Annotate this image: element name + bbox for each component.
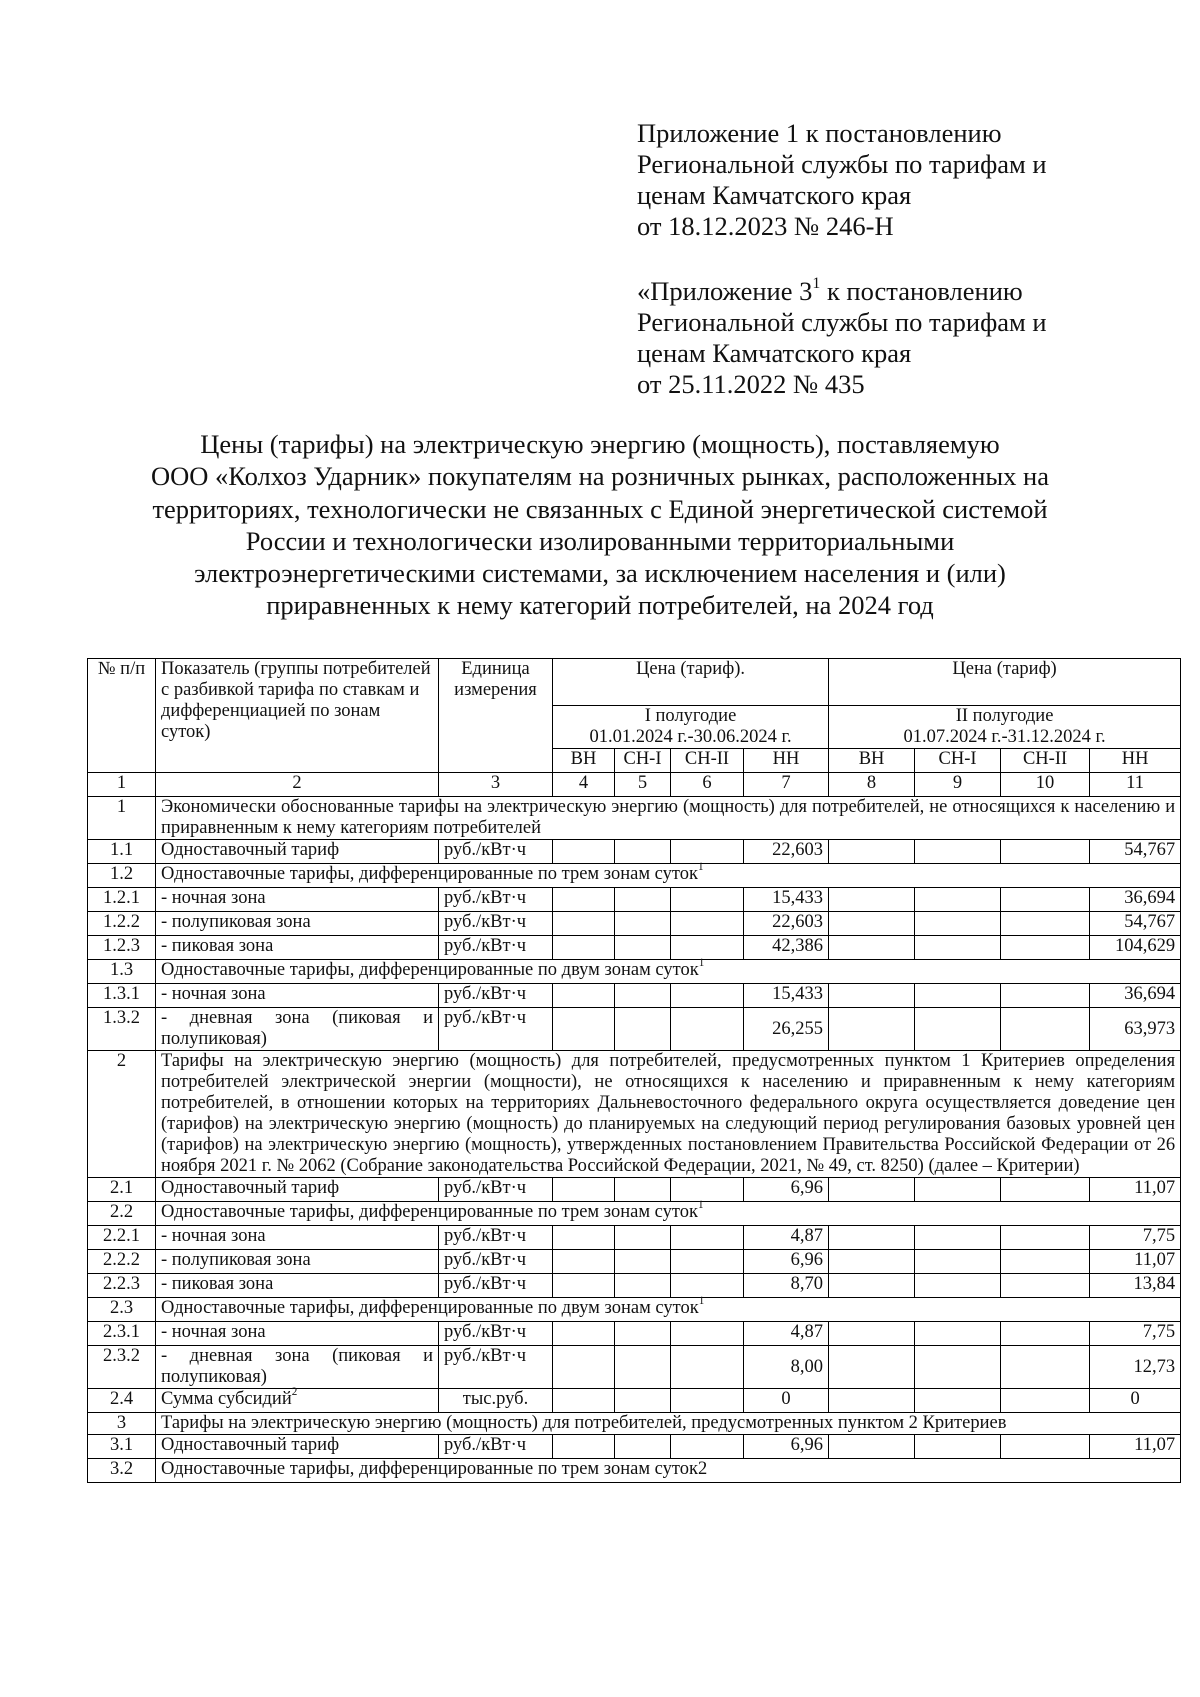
- value-cell: [915, 1322, 1001, 1346]
- row-name: [156, 1295, 1181, 1322]
- value-h2-nn: 63,973: [1090, 1008, 1181, 1051]
- row-name-text: - пиковая зона: [161, 1274, 274, 1294]
- value-h1-nn: 8,00: [744, 1346, 829, 1389]
- table-row: [88, 1250, 1181, 1274]
- table-row: [88, 912, 1181, 936]
- row-name-text: Одноставочный тариф: [161, 1435, 340, 1455]
- value-h1-nn: 6,96: [744, 1250, 829, 1274]
- value-cell: [615, 1322, 671, 1346]
- value-cell: [553, 1435, 615, 1459]
- value-cell: [671, 1250, 744, 1274]
- value-h2-nn: 12,73: [1090, 1346, 1181, 1389]
- row-number: 2.3.2: [88, 1346, 156, 1389]
- row-number: 1.3.2: [88, 1008, 156, 1051]
- footnote-mark: 1: [698, 957, 705, 970]
- value-cell: [829, 1274, 915, 1298]
- header-unit: Единица измерения: [439, 659, 553, 773]
- value-cell: [615, 1274, 671, 1298]
- value-cell: [915, 1008, 1001, 1051]
- period-h1-dates: 01.01.2024 г.-30.06.2024 г.: [589, 727, 792, 747]
- value-cell: [829, 1178, 915, 1202]
- value-cell: [915, 888, 1001, 912]
- row-name: [156, 936, 439, 960]
- value-cell: [829, 1226, 915, 1250]
- row-number: 2.3: [88, 1298, 156, 1322]
- value-cell: [1001, 984, 1090, 1008]
- row-name: [156, 1250, 439, 1274]
- row-number: 2.2: [88, 1202, 156, 1226]
- title-line: России и технологически изолированными территориальными: [245, 525, 955, 556]
- value-cell: [553, 1389, 615, 1413]
- value-cell: [829, 1250, 915, 1274]
- value-cell: [915, 1274, 1001, 1298]
- value-h2-nn: 11,07: [1090, 1435, 1181, 1459]
- row-name-text: Одноставочный тариф: [161, 1178, 340, 1198]
- row-name-text: - полупиковая зона: [161, 1250, 311, 1270]
- value-cell: [915, 1226, 1001, 1250]
- value-cell: [553, 1008, 615, 1051]
- value-cell: [553, 1274, 615, 1298]
- value-cell: [829, 1389, 915, 1413]
- value-cell: [553, 912, 615, 936]
- section-number: 2: [88, 1051, 156, 1178]
- column-number: 11: [1090, 773, 1181, 797]
- value-h1-nn: 26,255: [744, 1008, 829, 1051]
- document-title: [120, 428, 1080, 622]
- value-cell: [671, 1178, 744, 1202]
- row-name: [156, 1226, 439, 1250]
- header-price-h1: Цена (тариф).: [553, 659, 829, 706]
- value-cell: [615, 1008, 671, 1051]
- value-h2-nn: 54,767: [1090, 840, 1181, 864]
- appendix-main-line: от 18.12.2023 № 246-Н: [637, 211, 894, 241]
- row-number: 2.1: [88, 1178, 156, 1202]
- tariff-table: [87, 658, 1181, 1483]
- section-text: Тарифы на электрическую энергию (мощность) для потребителей, предусмотренных пунктом 2 Критериев: [156, 1413, 1181, 1435]
- row-number: 2.4: [88, 1389, 156, 1413]
- header-period-h1: [553, 706, 829, 749]
- value-cell: [829, 1008, 915, 1051]
- row-unit: тыс.руб.: [439, 1389, 553, 1413]
- value-h2-nn: 54,767: [1090, 912, 1181, 936]
- value-cell: [671, 1226, 744, 1250]
- row-number: 2.2.3: [88, 1274, 156, 1298]
- appendix-prev-line: [637, 276, 1157, 307]
- appendix-prev-block: [637, 276, 1157, 400]
- appendix-prev-prefix: «Приложение 3: [637, 276, 813, 306]
- header-nn: НН: [744, 749, 829, 773]
- row-unit: руб./кВт·ч: [439, 1250, 553, 1274]
- appendix-main-line: ценам Камчатского края: [637, 180, 912, 210]
- value-h1-nn: 22,603: [744, 912, 829, 936]
- title-line: территориях, технологически не связанных с Единой энергетической системой: [152, 493, 1048, 524]
- title-line: ООО «Колхоз Ударник» покупателям на розничных рынках, расположенных на: [150, 461, 1050, 492]
- value-cell: [915, 1389, 1001, 1413]
- row-name: [156, 1435, 439, 1459]
- row-unit: руб./кВт·ч: [439, 936, 553, 960]
- value-cell: [1001, 1322, 1090, 1346]
- row-number: 1.1: [88, 840, 156, 864]
- row-unit: руб./кВт·ч: [439, 1274, 553, 1298]
- section-text: Экономически обоснованные тарифы на электрическую энергию (мощность) для потребителей, не относящихся к населению и приравненным к нему категориям потребителей: [156, 797, 1181, 840]
- value-cell: [915, 984, 1001, 1008]
- table-row: [88, 984, 1181, 1008]
- header-nn: НН: [1090, 749, 1181, 773]
- row-name-text: Одноставочные тарифы, дифференцированные по двум зонам суток: [161, 960, 699, 980]
- column-number: 6: [671, 773, 744, 797]
- value-cell: [671, 912, 744, 936]
- row-unit: руб./кВт·ч: [439, 1178, 553, 1202]
- section-number: 3: [88, 1413, 156, 1435]
- header-price-h2: Цена (тариф): [829, 659, 1181, 706]
- column-number: 7: [744, 773, 829, 797]
- appendix-prev-superscript: 1: [812, 274, 821, 292]
- value-cell: [1001, 840, 1090, 864]
- value-cell: [1001, 936, 1090, 960]
- value-cell: [829, 984, 915, 1008]
- value-cell: [615, 912, 671, 936]
- header-num: № п/п: [88, 659, 156, 773]
- row-number: 1.2.2: [88, 912, 156, 936]
- row-number: 1.2.3: [88, 936, 156, 960]
- value-h1-nn: 8,70: [744, 1274, 829, 1298]
- value-cell: [915, 1435, 1001, 1459]
- row-name-text: Сумма субсидий: [161, 1389, 292, 1409]
- row-name: [156, 1199, 1181, 1226]
- row-name: [156, 1274, 439, 1298]
- column-number: 2: [156, 773, 439, 797]
- row-number: 2.2.1: [88, 1226, 156, 1250]
- value-cell: [1001, 1008, 1090, 1051]
- header-period-h2: [829, 706, 1181, 749]
- footnote-mark: 1: [698, 1295, 705, 1308]
- value-cell: [553, 888, 615, 912]
- value-cell: [553, 984, 615, 1008]
- value-cell: [915, 1250, 1001, 1274]
- row-name-text: - ночная зона: [161, 1226, 266, 1246]
- row-unit: руб./кВт·ч: [439, 1322, 553, 1346]
- value-cell: [915, 1178, 1001, 1202]
- row-unit: руб./кВт·ч: [439, 1008, 553, 1051]
- row-name: [156, 1346, 439, 1389]
- row-name-text: Одноставочные тарифы, дифференцированные по трем зонам суток: [161, 864, 698, 884]
- section-row: [88, 1413, 1181, 1435]
- section-row: [88, 797, 1181, 840]
- table-row: [88, 840, 1181, 864]
- row-name: [156, 1386, 439, 1413]
- table-row: [88, 1435, 1181, 1459]
- row-name: [156, 984, 439, 1008]
- column-number: 8: [829, 773, 915, 797]
- row-name-text: Одноставочный тариф: [161, 840, 340, 860]
- value-cell: [615, 1250, 671, 1274]
- value-cell: [671, 1008, 744, 1051]
- column-number-row: [88, 773, 1181, 797]
- value-cell: [671, 840, 744, 864]
- value-cell: [671, 1435, 744, 1459]
- row-number: 2.3.1: [88, 1322, 156, 1346]
- row-name: [156, 912, 439, 936]
- column-number: 9: [915, 773, 1001, 797]
- value-h1-nn: 15,433: [744, 984, 829, 1008]
- value-h2-nn: 0: [1090, 1389, 1181, 1413]
- value-cell: [671, 1389, 744, 1413]
- row-name: [156, 888, 439, 912]
- value-cell: [829, 840, 915, 864]
- value-h2-nn: 36,694: [1090, 984, 1181, 1008]
- footnote-mark: 1: [697, 1199, 704, 1212]
- value-cell: [1001, 912, 1090, 936]
- column-number: 3: [439, 773, 553, 797]
- row-name: [156, 840, 439, 864]
- header-vn: ВН: [553, 749, 615, 773]
- table-row: [88, 1008, 1181, 1051]
- table-row: [88, 960, 1181, 984]
- appendix-main-block: [637, 118, 1157, 242]
- value-cell: [671, 936, 744, 960]
- value-cell: [553, 1346, 615, 1389]
- row-unit: руб./кВт·ч: [439, 840, 553, 864]
- column-number: 1: [88, 773, 156, 797]
- value-cell: [615, 1226, 671, 1250]
- row-name: [156, 861, 1181, 888]
- title-line: приравненных к нему категорий потребителей, на 2024 год: [266, 590, 934, 621]
- section-row: [88, 1051, 1181, 1178]
- table-row: [88, 1178, 1181, 1202]
- value-cell: [1001, 888, 1090, 912]
- footnote-mark: 2: [291, 1386, 298, 1399]
- value-cell: [1001, 1178, 1090, 1202]
- value-cell: [915, 1346, 1001, 1389]
- title-line: электроэнергетическими системами, за исключением населения и (или): [194, 558, 1006, 589]
- value-h2-nn: 7,75: [1090, 1322, 1181, 1346]
- value-cell: [915, 840, 1001, 864]
- value-cell: [671, 888, 744, 912]
- value-cell: [615, 1435, 671, 1459]
- header-vn: ВН: [829, 749, 915, 773]
- value-h2-nn: 104,629: [1090, 936, 1181, 960]
- value-h1-nn: 6,96: [744, 1435, 829, 1459]
- row-name: [156, 957, 1181, 984]
- period-h2-title: II полугодие: [955, 706, 1054, 726]
- value-cell: [553, 840, 615, 864]
- period-h1-title: I полугодие: [644, 706, 737, 726]
- value-cell: [1001, 1250, 1090, 1274]
- appendix-main-line: Приложение 1 к постановлению: [637, 118, 1002, 148]
- value-cell: [615, 840, 671, 864]
- value-h1-nn: 6,96: [744, 1178, 829, 1202]
- value-h2-nn: 11,07: [1090, 1178, 1181, 1202]
- value-cell: [1001, 1389, 1090, 1413]
- value-h1-nn: 22,603: [744, 840, 829, 864]
- row-unit: руб./кВт·ч: [439, 888, 553, 912]
- header-sn1: СН-I: [915, 749, 1001, 773]
- value-cell: [615, 984, 671, 1008]
- row-number: 3.1: [88, 1435, 156, 1459]
- table-row: [88, 1459, 1181, 1483]
- table-row: [88, 1322, 1181, 1346]
- table-row: [88, 936, 1181, 960]
- value-cell: [1001, 1226, 1090, 1250]
- value-cell: [829, 1322, 915, 1346]
- row-name-text: Одноставочные тарифы, дифференцированные по трем зонам суток2: [161, 1459, 708, 1479]
- row-unit: руб./кВт·ч: [439, 1226, 553, 1250]
- value-cell: [829, 888, 915, 912]
- row-name-text: - пиковая зона: [161, 936, 274, 956]
- value-h2-nn: 36,694: [1090, 888, 1181, 912]
- table-row: [88, 888, 1181, 912]
- value-cell: [671, 1274, 744, 1298]
- title-line: Цены (тарифы) на электрическую энергию (мощность), поставляемую: [200, 429, 1000, 459]
- value-cell: [1001, 1346, 1090, 1389]
- value-cell: [553, 936, 615, 960]
- row-name-text: - ночная зона: [161, 984, 266, 1004]
- row-unit: руб./кВт·ч: [439, 1435, 553, 1459]
- column-number: 4: [553, 773, 615, 797]
- row-number: 2.2.2: [88, 1250, 156, 1274]
- value-cell: [1001, 1274, 1090, 1298]
- value-h2-nn: 7,75: [1090, 1226, 1181, 1250]
- row-name: [156, 1459, 1181, 1483]
- row-number: 3.2: [88, 1459, 156, 1483]
- value-cell: [671, 984, 744, 1008]
- row-number: 1.2.1: [88, 888, 156, 912]
- period-h2-dates: 01.07.2024 г.-31.12.2024 г.: [903, 727, 1106, 747]
- table-row: [88, 1226, 1181, 1250]
- column-number: 5: [615, 773, 671, 797]
- header-sn1: СН-I: [615, 749, 671, 773]
- value-cell: [615, 936, 671, 960]
- table-row: [88, 864, 1181, 888]
- value-cell: [1001, 1435, 1090, 1459]
- table-row: [88, 1298, 1181, 1322]
- appendix-prev-line: от 25.11.2022 № 435: [637, 369, 865, 399]
- value-h1-nn: 4,87: [744, 1226, 829, 1250]
- value-h1-nn: 4,87: [744, 1322, 829, 1346]
- value-cell: [553, 1322, 615, 1346]
- table-row: [88, 1274, 1181, 1298]
- row-number: 1.3: [88, 960, 156, 984]
- row-unit: руб./кВт·ч: [439, 912, 553, 936]
- row-name-text: - полупиковая зона: [161, 912, 311, 932]
- value-cell: [553, 1250, 615, 1274]
- header-indicator: Показатель (группы потребителей с разбивкой тарифа по ставкам и дифференциацией по зонам суток): [156, 659, 439, 773]
- appendix-main-line: Региональной службы по тарифам и: [637, 149, 1047, 179]
- value-cell: [829, 1435, 915, 1459]
- section-text: Тарифы на электрическую энергию (мощность) для потребителей, предусмотренных пунктом 1 Критериев определения потребителей электрической энергии (мощности), не относящихся к населению и приравненным к нему категориям потребителей, в отношении которых на территориях Дальневосточного федерального округа осуществляется доведение цен (тарифов) на электрическую энергию (мощность) до планируемых на следующий период регулирования базовых уровней цен (тарифов) на электрическую энергию (мощность), утвержденных постановлением Правительства Российской Федерации от 26 ноября 2021 г. № 2062 (Собрание законодательства Российской Федерации, 2021, № 49, ст. 8250) (далее – Критерии): [156, 1051, 1181, 1178]
- row-name: [156, 1008, 439, 1051]
- section-number: 1: [88, 797, 156, 840]
- value-cell: [615, 1346, 671, 1389]
- row-name: [156, 1178, 439, 1202]
- value-cell: [829, 936, 915, 960]
- value-cell: [915, 936, 1001, 960]
- value-cell: [915, 912, 1001, 936]
- value-cell: [615, 1389, 671, 1413]
- table-row: [88, 1346, 1181, 1389]
- value-cell: [829, 1346, 915, 1389]
- value-h1-nn: 0: [744, 1389, 829, 1413]
- value-h2-nn: 13,84: [1090, 1274, 1181, 1298]
- row-number: 1.2: [88, 864, 156, 888]
- value-cell: [829, 912, 915, 936]
- footnote-mark: 1: [697, 861, 704, 874]
- column-number: 10: [1001, 773, 1090, 797]
- row-unit: руб./кВт·ч: [439, 1346, 553, 1389]
- value-h1-nn: 42,386: [744, 936, 829, 960]
- row-name-text: Одноставочные тарифы, дифференцированные по трем зонам суток: [161, 1202, 698, 1222]
- header-sn2: СН-II: [1001, 749, 1090, 773]
- appendix-prev-line: ценам Камчатского края: [637, 338, 912, 368]
- row-name-text: Одноставочные тарифы, дифференцированные по двум зонам суток: [161, 1298, 699, 1318]
- row-unit: руб./кВт·ч: [439, 984, 553, 1008]
- row-name-text: - дневная зона (пиковая и полупиковая): [161, 1346, 433, 1387]
- value-cell: [671, 1322, 744, 1346]
- table-row: [88, 1389, 1181, 1413]
- value-h1-nn: 15,433: [744, 888, 829, 912]
- value-cell: [553, 1178, 615, 1202]
- appendix-prev-suffix: к постановлению: [820, 276, 1023, 306]
- value-cell: [615, 1178, 671, 1202]
- row-number: 1.3.1: [88, 984, 156, 1008]
- row-name: [156, 1322, 439, 1346]
- value-cell: [553, 1226, 615, 1250]
- value-h2-nn: 11,07: [1090, 1250, 1181, 1274]
- row-name-text: - дневная зона (пиковая и полупиковая): [161, 1008, 433, 1049]
- header-sn2: СН-II: [671, 749, 744, 773]
- row-name-text: - ночная зона: [161, 1322, 266, 1342]
- value-cell: [671, 1346, 744, 1389]
- value-cell: [615, 888, 671, 912]
- appendix-prev-line: Региональной службы по тарифам и: [637, 307, 1047, 337]
- table-row: [88, 1202, 1181, 1226]
- row-name-text: - ночная зона: [161, 888, 266, 908]
